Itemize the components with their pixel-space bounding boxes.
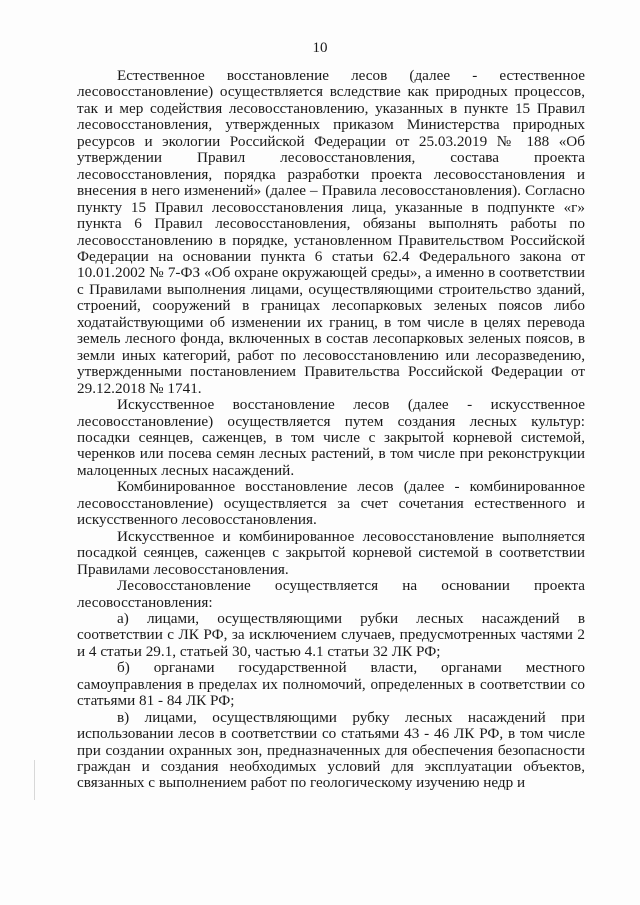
scan-edge-mark [34, 760, 35, 800]
list-item-a: а) лицами, осуществляющими рубки лесных насаждений в соответствии с ЛК РФ, за исключением случаев, предусмотренных частями 2 и 4 статьи 29.1, статьей 30, частью 4.1 статьи 32 ЛК РФ; [77, 609, 585, 660]
document-body [77, 68, 585, 792]
paragraph-natural-reforestation: Естественное восстановление лесов (далее - естественное лесовосстановление) осуществляется вследствие как природных процессов, так и мер содействия лесовосстановлению, указанных в пункте 15 Правил лесовосстановления, утвержденных приказом Министерства природных ресурсов и экологии Российской Федерации от 25.03.2019 № 188 «Об утверждении Правил лесовосстановления, состава проекта лесовосстановления, порядка разработки проекта лесовосстановления и внесения в него изменений» (далее – Правила лесовосстановления). Согласно пункту 15 Правил лесовосстановления лица, указанные в подпункте «г» пункта 6 Правил лесовосстановления, обязаны выполнять работы по лесовосстановлению в порядке, установленном Правительством Российской Федерации на основании пункта 6 статьи 62.4 Федерального закона от 10.01.2002 № 7-ФЗ «Об охране окружающей среды», а именно в соответствии с Правилами выполнения лицами, осуществляющими строительство зданий, строений, сооружений в границах лесопарковых зеленых поясов либо ходатайствующими об изменении их границ, в том числе в целях перевода земель лесного фонда, включенных в состав лесопарковых зеленых поясов, в земли иных категорий, работ по лесовосстановлению или лесоразведению, утвержденными постановлением Правительства Российской Федерации от 29.12.2018 № 1741. [77, 67, 585, 397]
list-item-b: б) органами государственной власти, органами местного самоуправления в пределах их полномочий, определенных в соответствии со статьями 81 - 84 ЛК РФ; [77, 659, 585, 710]
page-number: 10 [312, 40, 328, 56]
paragraph-planting-method: Искусственное и комбинированное лесовосстановление выполняется посадкой сеянцев, саженцев с закрытой корневой системой в соответствии Правилами лесовосстановления. [77, 527, 585, 578]
paragraph-artificial-reforestation: Искусственное восстановление лесов (далее - искусственное лесовосстановление) осуществляется путем создания лесных культур: посадки сеянцев, саженцев, в том числе с закрытой корневой системой, черенков или посева семян лесных растений, в том числе при реконструкции малоценных лесных насаждений. [77, 396, 585, 479]
paragraph-project-basis: Лесовосстановление осуществляется на основании проекта лесовосстановления: [77, 577, 585, 611]
list-item-c: в) лицами, осуществляющими рубку лесных насаждений при использовании лесов в соответствии со статьями 43 - 46 ЛК РФ, в том числе при создании охранных зон, предназначенных для обеспечения безопасности граждан и создания необходимых условий для эксплуатации объектов, связанных с выполнением работ по геологическому изучению недр и [77, 708, 585, 792]
paragraph-combined-reforestation: Комбинированное восстановление лесов (далее - комбинированное лесовосстановление) осуществляется за счет сочетания естественного и искусственного лесовосстановления. [77, 478, 585, 529]
